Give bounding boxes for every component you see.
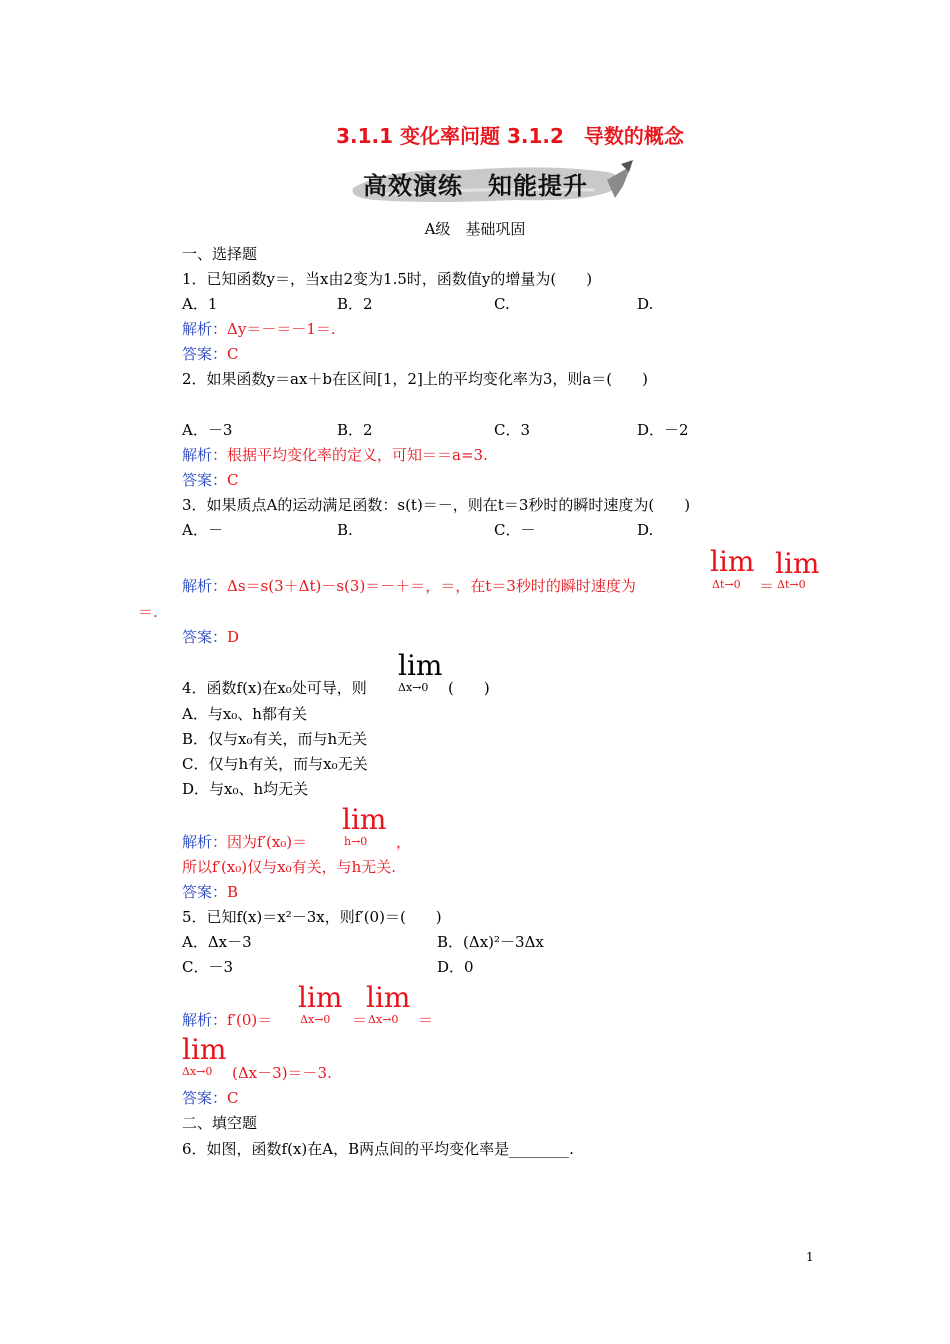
q3-limit-subscript-2: Δt→0	[777, 578, 806, 591]
q1-option-c: C.	[494, 295, 510, 313]
q3-analysis	[182, 576, 636, 596]
q3-option-d: D.	[637, 521, 654, 539]
q3-option-a: A．－	[182, 521, 223, 539]
q5-analysis	[182, 1010, 272, 1030]
q5-limit-subscript-3: Δx→0	[182, 1065, 213, 1078]
q1-answer	[182, 344, 239, 364]
q5-option-c: C．－3	[182, 958, 234, 976]
q5-analysis-line-2: (Δx－3)＝－3.	[232, 1064, 332, 1082]
q5-limit-subscript-1: Δx→0	[300, 1013, 331, 1026]
q5-limit-symbol-3: lim	[182, 1033, 227, 1066]
q4-analysis-line-2: 所以f′(x₀)仅与x₀有关，与h无关.	[182, 858, 397, 876]
q4-analysis-limit-symbol: lim	[342, 803, 387, 836]
question-6-stem: 6．如图，函数f(x)在A，B两点间的平均变化率是________.	[182, 1140, 574, 1158]
question-4-stem-tail: ( )	[448, 679, 490, 697]
answer-label: 答案：	[182, 345, 228, 363]
q4-analysis	[182, 832, 307, 852]
answer-value: B	[227, 883, 239, 901]
question-1-stem: 1．已知函数y＝，当x由2变为1.5时，函数值y的增量为( )	[182, 270, 593, 288]
answer-label: 答案：	[182, 1089, 228, 1107]
section-heading: A级 基础巩固	[424, 220, 526, 238]
part-heading-choice: 一、选择题	[182, 245, 258, 263]
q4-analysis-tail: ，	[396, 833, 412, 851]
q5-option-d: D．0	[437, 958, 474, 976]
analysis-label: 解析：	[182, 833, 228, 851]
analysis-text: f′(0)＝	[227, 1011, 273, 1029]
q2-option-a: A．－3	[182, 421, 233, 439]
q5-analysis-mid: ＝	[352, 1011, 368, 1029]
analysis-label: 解析：	[182, 1011, 228, 1029]
analysis-label: 解析：	[182, 320, 228, 338]
q4-limit-symbol: lim	[398, 649, 443, 682]
question-2-stem: 2．如果函数y＝ax＋b在区间[1，2]上的平均变化率为3，则a＝( )	[182, 370, 649, 388]
q5-option-a: A．Δx－3	[182, 933, 252, 951]
page-number: 1	[806, 1250, 814, 1264]
question-4-stem: 4．函数f(x)在x₀处可导，则	[182, 679, 367, 697]
q3-limit-symbol-1: lim	[710, 545, 755, 578]
analysis-text: 因为f′(x₀)＝	[227, 833, 308, 851]
q3-option-b: B.	[337, 521, 353, 539]
q5-limit-symbol-2: lim	[366, 981, 411, 1014]
q2-option-d: D．－2	[637, 421, 689, 439]
page-title: 3.1.1 变化率问题 3.1.2 导数的概念	[336, 124, 684, 148]
analysis-label: 解析：	[182, 577, 228, 595]
q5-answer	[182, 1088, 239, 1108]
q2-answer	[182, 470, 239, 490]
analysis-text: 根据平均变化率的定义，可知＝＝a=3.	[227, 446, 488, 464]
answer-label: 答案：	[182, 628, 228, 646]
answer-label: 答案：	[182, 471, 228, 489]
answer-label: 答案：	[182, 883, 228, 901]
q5-limit-subscript-2: Δx→0	[368, 1013, 399, 1026]
q4-analysis-limit-subscript: h→0	[344, 835, 368, 848]
q4-limit-subscript: Δx→0	[398, 681, 429, 694]
q1-option-d: D.	[637, 295, 654, 313]
banner-text: 高效演练 知能提升	[363, 172, 588, 200]
banner	[345, 158, 635, 210]
q2-analysis	[182, 445, 488, 465]
analysis-text: Δy＝－＝－1＝.	[227, 320, 336, 338]
q3-option-c: C．－	[494, 521, 536, 539]
q3-limit-subscript-1: Δt→0	[712, 578, 741, 591]
q2-option-b: B．2	[337, 421, 373, 439]
q4-option-b: B．仅与x₀有关，而与h无关	[182, 730, 368, 748]
answer-value: D	[227, 628, 240, 646]
q5-option-b: B．(Δx)²－3Δx	[437, 933, 544, 951]
q4-option-d: D．与x₀、h均无关	[182, 780, 309, 798]
question-3-stem: 3．如果质点A的运动满足函数：s(t)＝－，则在t＝3秒时的瞬时速度为( )	[182, 496, 691, 514]
q1-option-b: B．2	[337, 295, 373, 313]
analysis-label: 解析：	[182, 446, 228, 464]
question-5-stem: 5．已知f(x)＝x²－3x，则f′(0)＝( )	[182, 908, 442, 926]
q4-answer	[182, 882, 238, 902]
part-heading-fill: 二、填空题	[182, 1114, 258, 1132]
q3-analysis-mid: ＝	[759, 577, 775, 595]
answer-value: C	[227, 345, 239, 363]
q3-limit-symbol-2: lim	[775, 547, 820, 580]
q1-option-a: A．1	[182, 295, 218, 313]
q5-analysis-tail: ＝	[418, 1011, 434, 1029]
q2-option-c: C．3	[494, 421, 531, 439]
q1-analysis	[182, 319, 336, 339]
analysis-text: Δs＝s(3＋Δt)－s(3)＝－＋＝，＝，在t＝3秒时的瞬时速度为	[227, 577, 636, 595]
q4-option-c: C．仅与h有关，而与x₀无关	[182, 755, 368, 773]
answer-value: C	[227, 1089, 239, 1107]
q5-limit-symbol-1: lim	[298, 981, 343, 1014]
q4-option-a: A．与x₀、h都有关	[182, 705, 307, 723]
q3-answer	[182, 627, 239, 647]
answer-value: C	[227, 471, 239, 489]
q3-analysis-tail: ＝.	[138, 603, 158, 621]
